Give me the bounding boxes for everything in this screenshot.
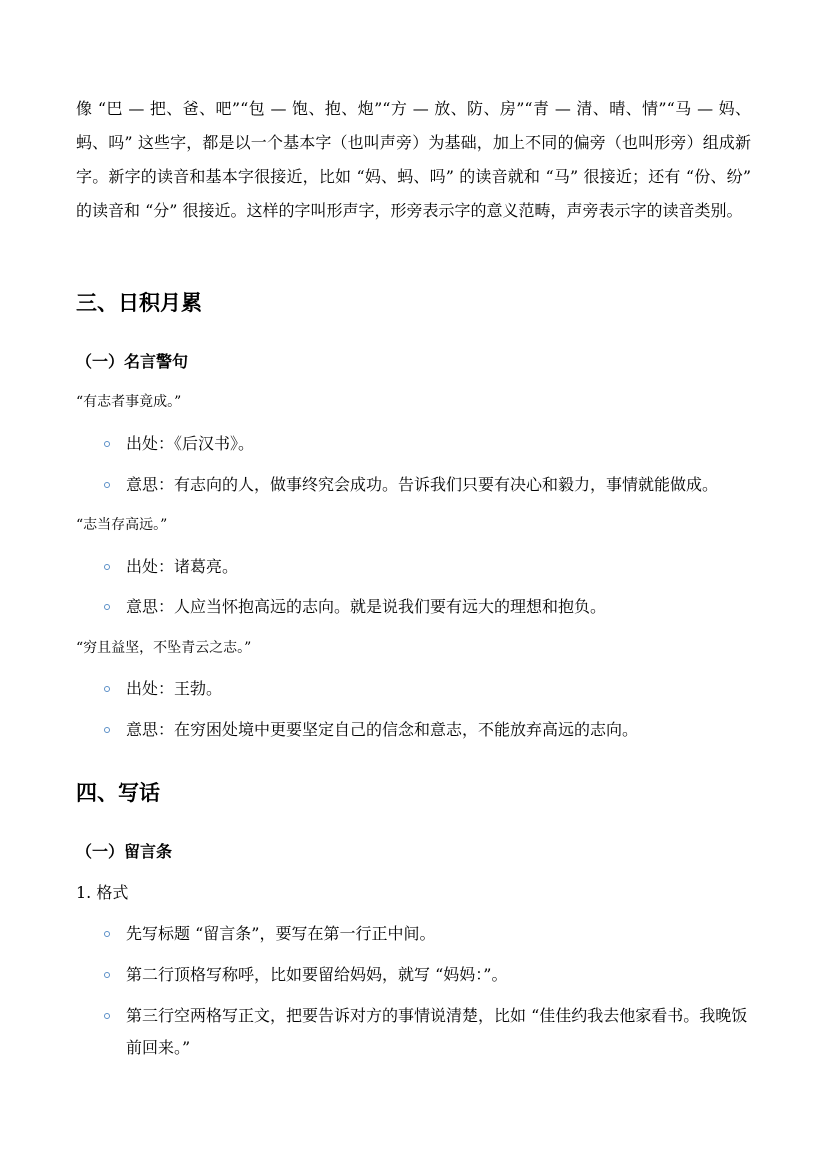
quote-text: “有志者事竟成。” bbox=[76, 394, 182, 410]
circle-bullet-icon bbox=[104, 931, 110, 937]
format-step: 第二行顶格写称呼，比如要留给妈妈，就写 “妈妈：”。 bbox=[126, 965, 508, 984]
format-step: 第三行空两格写正文，把要告诉对方的事情说清楚，比如 “佳佳约我去他家看书。我晚饭前回来。” bbox=[126, 1006, 748, 1057]
quote-meaning: 意思：有志向的人，做事终究会成功。告诉我们只要有决心和毅力，事情就能做成。 bbox=[126, 475, 719, 494]
quote-meaning: 意思：在穷困处境中更要坚定自己的信念和意志，不能放弃高远的志向。 bbox=[126, 720, 639, 739]
format-label: 1. 格式 bbox=[76, 883, 129, 902]
section-heading-daily-accumulation: 三、日积月累 bbox=[76, 291, 202, 315]
circle-bullet-icon bbox=[104, 1013, 110, 1019]
list-item bbox=[104, 428, 754, 460]
quote-source: 出处：诸葛亮。 bbox=[126, 557, 239, 576]
list-item bbox=[104, 673, 754, 705]
circle-bullet-icon bbox=[104, 482, 110, 488]
subheading-famous-quotes: （一）名言警句 bbox=[76, 352, 189, 371]
circle-bullet-icon bbox=[104, 604, 110, 610]
intro-paragraph: 像 “巴 — 把、爸、吧”“包 — 饱、抱、炮”“方 — 放、防、房”“青 — 清、晴、情”“马 — 妈、蚂、吗” 这些字，都是以一个基本字（也叫声旁）为基础，加上不同的偏旁（也叫形旁）组成新字。新字的读音和基本字很接近，比如 “妈、蚂、吗” 的读音就和 “马” 很接近；还有 “份、纷” 的读音和 “分” 很接近。这样的字叫形声字，形旁表示字的意义范畴，声旁表示字的读音类别。 bbox=[76, 99, 751, 220]
circle-bullet-icon bbox=[104, 686, 110, 692]
list-item bbox=[104, 1000, 754, 1064]
circle-bullet-icon bbox=[104, 564, 110, 570]
list-item bbox=[104, 551, 754, 583]
format-step: 先写标题 “留言条”，要写在第一行正中间。 bbox=[126, 924, 436, 943]
quote-meaning: 意思：人应当怀抱高远的志向。就是说我们要有远大的理想和抱负。 bbox=[126, 597, 607, 616]
circle-bullet-icon bbox=[104, 727, 110, 733]
list-item bbox=[104, 469, 754, 501]
list-item bbox=[104, 591, 754, 623]
quote-source: 出处：王勃。 bbox=[126, 679, 223, 698]
section-heading-writing: 四、写话 bbox=[76, 781, 160, 805]
subheading-message-note: （一）留言条 bbox=[76, 842, 173, 861]
circle-bullet-icon bbox=[104, 441, 110, 447]
quote-text: “穷且益坚，不坠青云之志。” bbox=[76, 640, 252, 656]
quote-source: 出处：《后汉书》。 bbox=[126, 434, 255, 453]
list-item bbox=[104, 714, 754, 746]
circle-bullet-icon bbox=[104, 972, 110, 978]
list-item bbox=[104, 918, 754, 950]
quote-text: “志当存高远。” bbox=[76, 517, 168, 533]
list-item bbox=[104, 959, 754, 991]
